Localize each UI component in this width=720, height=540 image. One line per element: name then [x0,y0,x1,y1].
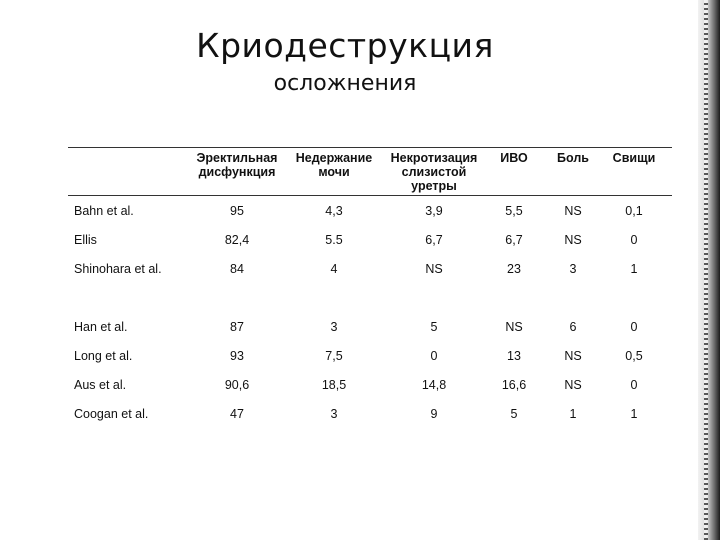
study-name: Coogan et al. [74,407,149,421]
table-cell: 0,1 [625,204,643,218]
table-cell: 18,5 [321,378,347,392]
slide-title: Криодеструкция [196,26,494,65]
table-cell: 0 [630,233,638,247]
column-header [384,151,484,193]
table-cell: 0 [430,349,438,363]
table-cell: 1 [630,262,638,276]
table-cell: 87 [230,320,244,334]
study-name: Han et al. [74,320,128,334]
column-header-line: Свищи [612,151,656,165]
table-cell: 4,3 [325,204,343,218]
table-cell: NS [425,262,443,276]
table-cell: NS [564,378,582,392]
column-header-line: ИВО [500,151,528,165]
table-cell: 1 [630,407,638,421]
table-cell: 6 [569,320,577,334]
table-cell: 95 [230,204,244,218]
table-cell: NS [564,204,582,218]
column-header-line: Эректильная [196,151,278,165]
table-row [68,407,672,423]
table-cell: 3 [330,320,338,334]
study-name: Aus et al. [74,378,127,392]
table-cell: 6,7 [425,233,443,247]
table-cell: 7,5 [325,349,343,363]
column-header-line: слизистой [401,165,467,179]
table-cell: 3 [569,262,577,276]
table-cell: 84 [230,262,244,276]
table-cell: 5 [430,320,438,334]
table-cell: 14,8 [421,378,447,392]
column-header-line: мочи [318,165,350,179]
column-header-line: Боль [557,151,589,165]
table-row [68,233,672,249]
study-name: Ellis [74,233,97,247]
table-cell: 6,7 [505,233,523,247]
table-cell: 13 [507,349,521,363]
table-cell: NS [564,349,582,363]
complications-table [68,147,672,421]
table-cell: 16,6 [501,378,527,392]
table-cell: NS [505,320,523,334]
table-row [68,320,672,336]
table-row [68,204,672,220]
table-cell: 0 [630,320,638,334]
table-cell: 3 [330,407,338,421]
table-cell: 5,5 [505,204,523,218]
table-row [68,349,672,365]
table-cell: 5.5 [325,233,343,247]
table-cell: 47 [230,407,244,421]
table-cell: 1 [569,407,577,421]
table-cell: NS [564,233,582,247]
table-cell: 5 [510,407,518,421]
column-header-line: Недержание [295,151,373,165]
table-cell: 0,5 [625,349,643,363]
table-cell: 90,6 [224,378,250,392]
study-name: Long et al. [74,349,133,363]
table-cell: 23 [507,262,521,276]
column-header-line: Некротизация [390,151,478,165]
column-header [494,151,534,165]
column-header [286,151,382,179]
table-row [68,262,672,278]
column-header [604,151,664,165]
table-cell: 9 [430,407,438,421]
header-divider [68,195,672,196]
table-cell: 93 [230,349,244,363]
table-cell: 82,4 [224,233,250,247]
table-cell: 3,9 [425,204,443,218]
table-row [68,378,672,394]
column-header-line: уретры [411,179,457,193]
study-name: Shinohara et al. [74,262,162,276]
column-header-line: дисфункция [198,165,276,179]
column-header [189,151,285,179]
table-cell: 0 [630,378,638,392]
table-cell: 4 [330,262,338,276]
study-name: Bahn et al. [74,204,134,218]
column-header [548,151,598,165]
slide-subtitle: осложнения [273,71,417,96]
decorative-edge [698,0,720,540]
